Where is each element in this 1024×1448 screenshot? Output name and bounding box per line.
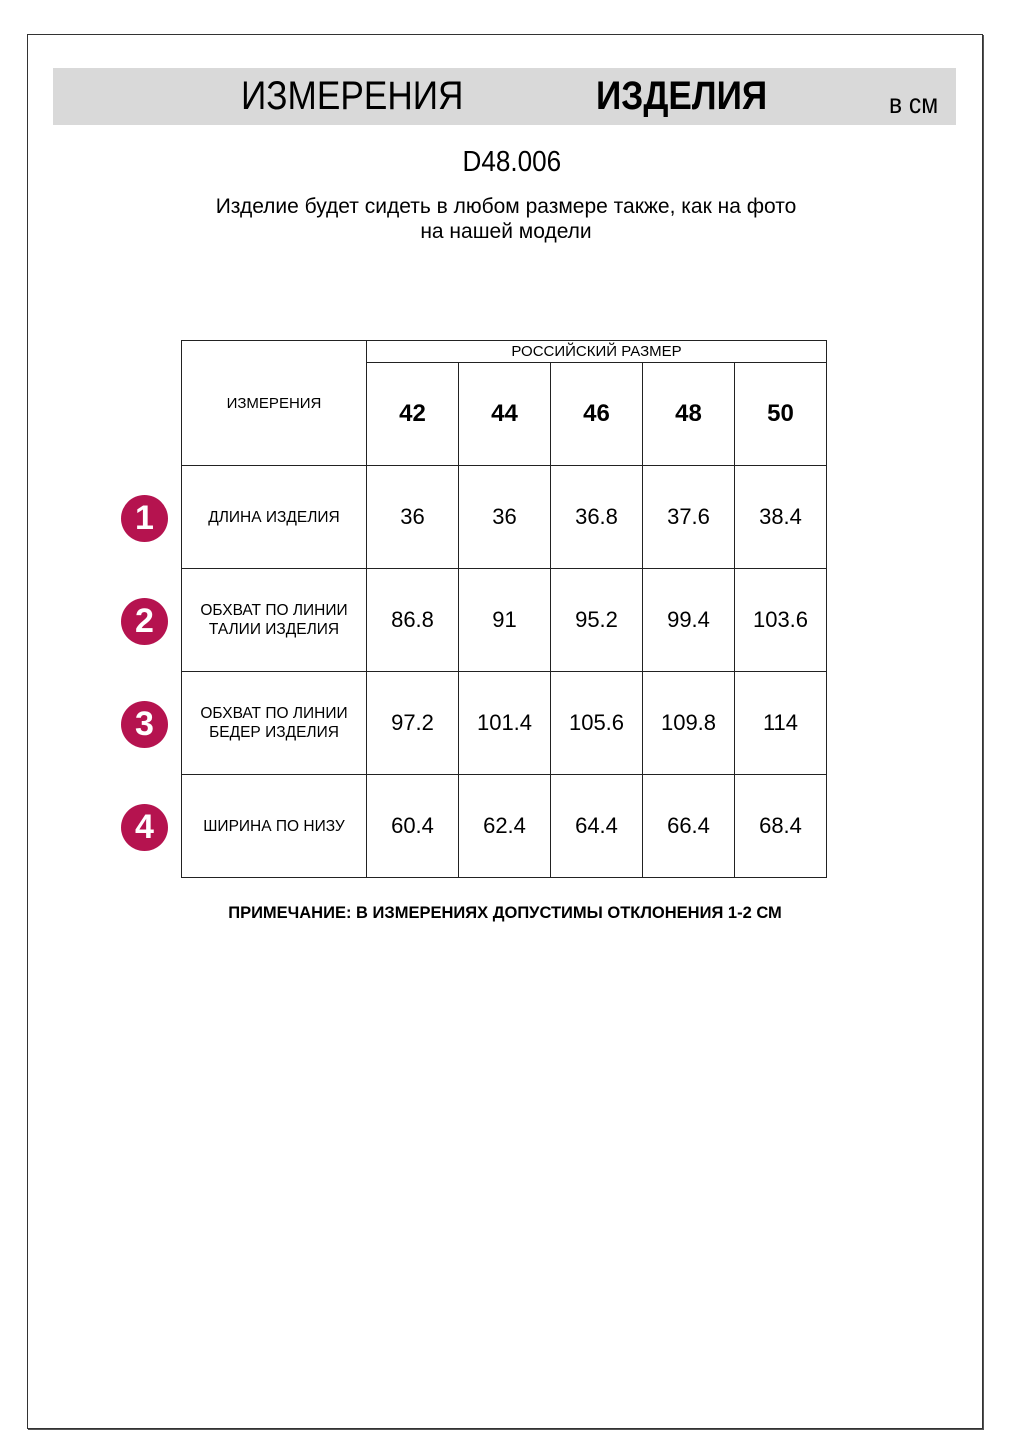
measurements-header: ИЗМЕРЕНИЯ [182,341,367,466]
cell: 62.4 [459,775,551,878]
row-label: ШИРИНА ПО НИЗУ [182,775,367,878]
row-label: ДЛИНА ИЗДЕЛИЯ [182,466,367,569]
number-badge-1-icon: 1 [121,495,168,542]
size-col: 42 [367,363,459,466]
title-band [53,68,956,125]
tolerance-note: ПРИМЕЧАНИЕ: В ИЗМЕРЕНИЯХ ДОПУСТИМЫ ОТКЛОНЕНИЯ 1-2 СМ [228,904,782,922]
cell: 114 [735,672,827,775]
size-table [181,340,827,878]
table-row [182,672,827,775]
cell: 38.4 [735,466,827,569]
fit-description-line1: Изделие будет сидеть в любом размере также, как на фото [215,195,797,218]
number-badge-2-icon: 2 [121,598,168,645]
size-col: 46 [551,363,643,466]
size-col: 48 [643,363,735,466]
fit-description [0,194,1012,244]
title-product: ИЗДЕЛИЯ [596,74,768,118]
cell: 86.8 [367,569,459,672]
table-row [182,569,827,672]
cell: 109.8 [643,672,735,775]
cell: 66.4 [643,775,735,878]
row-label: ОБХВАТ ПО ЛИНИИ БЕДЕР ИЗДЕЛИЯ [182,672,367,775]
cell: 97.2 [367,672,459,775]
row-label: ОБХВАТ ПО ЛИНИИ ТАЛИИ ИЗДЕЛИЯ [182,569,367,672]
product-code: D48.006 [462,146,562,178]
number-badge-4-icon: 4 [121,804,168,851]
cell: 101.4 [459,672,551,775]
cell: 36 [367,466,459,569]
cell: 64.4 [551,775,643,878]
size-col: 44 [459,363,551,466]
table-row [182,466,827,569]
cell: 99.4 [643,569,735,672]
cell: 37.6 [643,466,735,569]
table-row [182,775,827,878]
cell: 36 [459,466,551,569]
cell: 103.6 [735,569,827,672]
cell: 60.4 [367,775,459,878]
cell: 36.8 [551,466,643,569]
number-badge-3-icon: 3 [121,701,168,748]
russian-size-header: РОССИЙСКИЙ РАЗМЕР [367,341,827,363]
title-units: в см [889,88,939,119]
cell: 105.6 [551,672,643,775]
cell: 91 [459,569,551,672]
size-col: 50 [735,363,827,466]
cell: 68.4 [735,775,827,878]
title-measurements: ИЗМЕРЕНИЯ [241,74,464,118]
fit-description-line2: на нашей модели [420,220,592,243]
cell: 95.2 [551,569,643,672]
